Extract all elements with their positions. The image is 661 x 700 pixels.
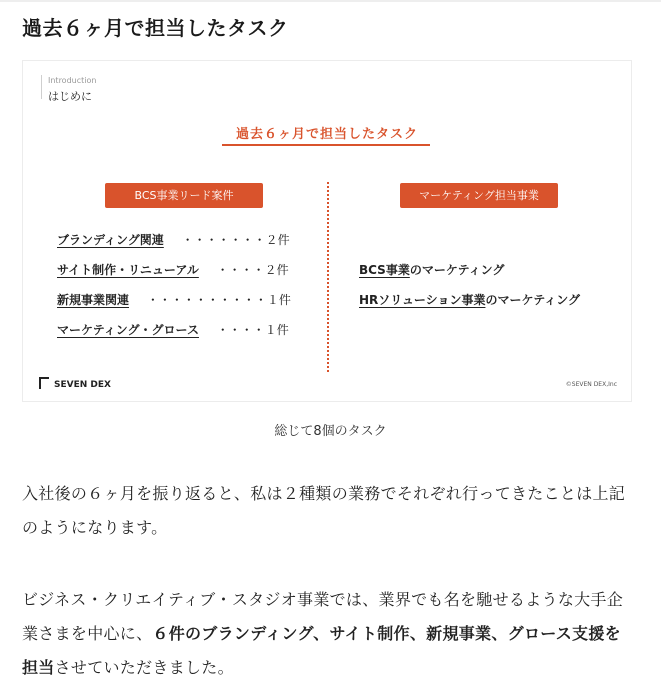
paragraph-2-tail: させていただきました。: [54, 658, 234, 677]
marketing-row: [359, 261, 504, 278]
column-divider: [327, 182, 329, 372]
seven-dex-logo: [39, 377, 111, 390]
task-count: ・・・・・・・・・・１件: [146, 293, 291, 307]
marketing-business-label: BCS事業: [359, 263, 410, 277]
task-row: [57, 321, 289, 338]
top-divider: [0, 0, 661, 2]
marketing-business-label: HRソリューション事業: [359, 293, 486, 307]
task-label: ブランディング関連: [57, 233, 164, 247]
paragraph-2-text: ビジネス・クリエイティブ・スタジオ事業では、業界でも名を馳せるような大手企業さまを中心に、: [22, 590, 624, 643]
slide-image: [22, 60, 632, 402]
task-label: サイト制作・リニューアル: [57, 263, 199, 277]
paragraph-2-bold: ６件のブランディング、サイト制作、新規事業、グロース支援を担当: [22, 624, 621, 677]
task-count: ・・・・・・・２件: [181, 233, 290, 247]
article-heading: 過去６ヶ月で担当したタスク: [22, 16, 289, 40]
task-row: [57, 291, 291, 308]
task-row: [57, 231, 290, 248]
logo-text: SEVEN DEX: [54, 380, 111, 390]
task-label: マーケティング・グロース: [57, 323, 199, 337]
logo-mark-icon: [39, 377, 49, 389]
marketing-badge: マーケティング担当事業: [400, 183, 558, 208]
marketing-suffix: のマーケティング: [485, 293, 581, 307]
marketing-row: [359, 291, 580, 308]
paragraph-1: 入社後の６ヶ月を振り返ると、私は２種類の業務でそれぞれ行ってきたことは上記のようになります。: [22, 484, 626, 537]
copyright: ©SEVEN DEX,Inc: [565, 381, 617, 388]
marketing-suffix: のマーケティング: [409, 263, 505, 277]
slide-title-underline: [222, 144, 430, 146]
paragraph-2: [22, 583, 632, 685]
intro-label-ja: はじめに: [48, 90, 92, 103]
intro-accent-bar: [41, 75, 42, 99]
task-row: [57, 261, 289, 278]
bcs-lead-badge: BCS事業リード案件: [105, 183, 263, 208]
task-count: ・・・・１件: [216, 323, 289, 337]
task-count: ・・・・２件: [216, 263, 289, 277]
task-label: 新規事業関連: [57, 293, 130, 307]
slide-title: 過去６ヶ月で担当したタスク: [235, 127, 418, 142]
image-caption: 総じて8個のタスク: [274, 424, 387, 439]
intro-label-en: Introduction: [48, 76, 97, 85]
